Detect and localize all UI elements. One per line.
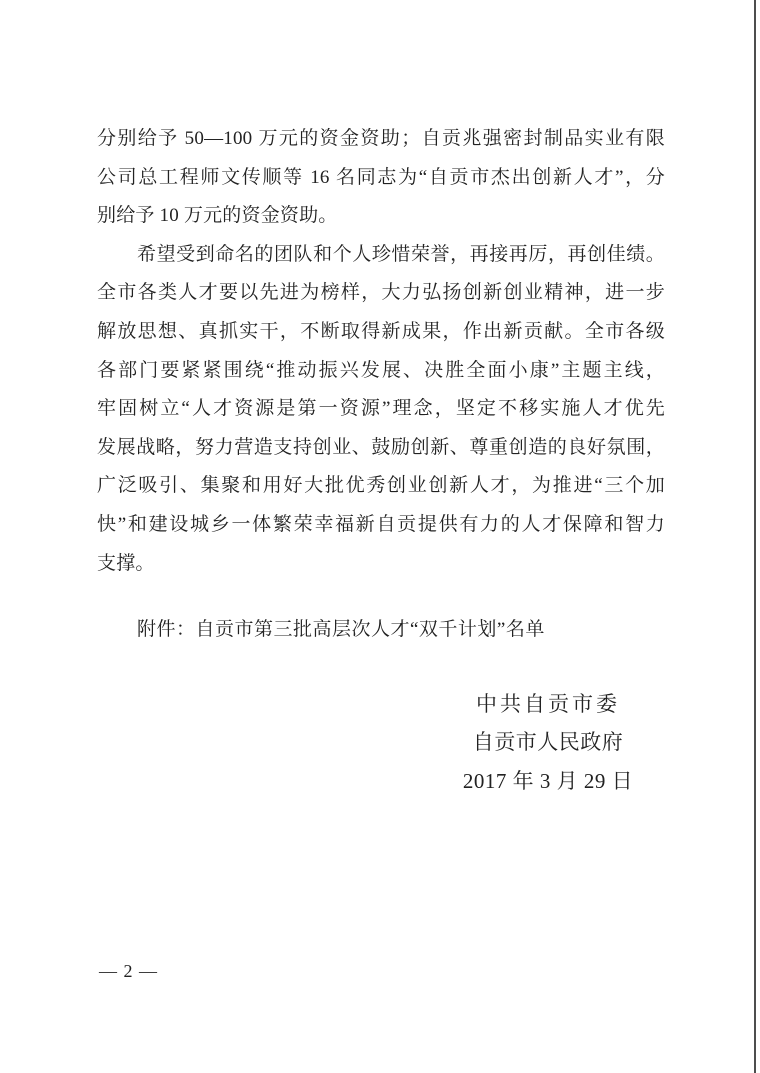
body-line: 支撑。 bbox=[97, 552, 155, 574]
body-line: 牢固树立“人才资源是第一资源”理念，坚定不移实施人才优先 bbox=[97, 398, 665, 420]
signature-block bbox=[450, 685, 646, 800]
body-line: 解放思想、真抓实干，不断取得新成果，作出新贡献。全市各级 bbox=[97, 320, 665, 342]
body-line: 公司总工程师文传顺等 16 名同志为“自贡市杰出创新人才”，分 bbox=[97, 166, 665, 188]
scan-edge-line bbox=[754, 0, 756, 1073]
signature-org-government: 自贡市人民政府 bbox=[472, 730, 624, 755]
body-line: 别给予 10 万元的资金资助。 bbox=[97, 205, 338, 227]
body-line: 希望受到命名的团队和个人珍惜荣誉，再接再厉，再创佳绩。 bbox=[137, 243, 665, 265]
document-body bbox=[97, 120, 665, 583]
body-line: 各部门要紧紧围绕“推动振兴发展、决胜全面小康”主题主线， bbox=[97, 359, 665, 381]
attachment-line: 附件：自贡市第三批高层次人才“双千计划”名单 bbox=[137, 619, 545, 640]
body-line: 快”和建设城乡一体繁荣幸福新自贡提供有力的人才保障和智力 bbox=[97, 513, 665, 535]
body-line: 分别给予 50—100 万元的资金资助；自贡兆强密封制品实业有限 bbox=[97, 128, 665, 149]
body-line: 广泛吸引、集聚和用好大批优秀创业创新人才，为推进“三个加 bbox=[97, 475, 665, 497]
body-line: 发展战略，努力营造支持创业、鼓励创新、尊重创造的良好氛围， bbox=[97, 436, 665, 458]
page-number: — 2 — bbox=[99, 961, 158, 981]
signature-org-party: 中共自贡市委 bbox=[476, 692, 620, 716]
signature-date: 2017 年 3 月 29 日 bbox=[462, 768, 634, 793]
body-line: 全市各类人才要以先进为榜样，大力弘扬创新创业精神，进一步 bbox=[97, 282, 665, 304]
